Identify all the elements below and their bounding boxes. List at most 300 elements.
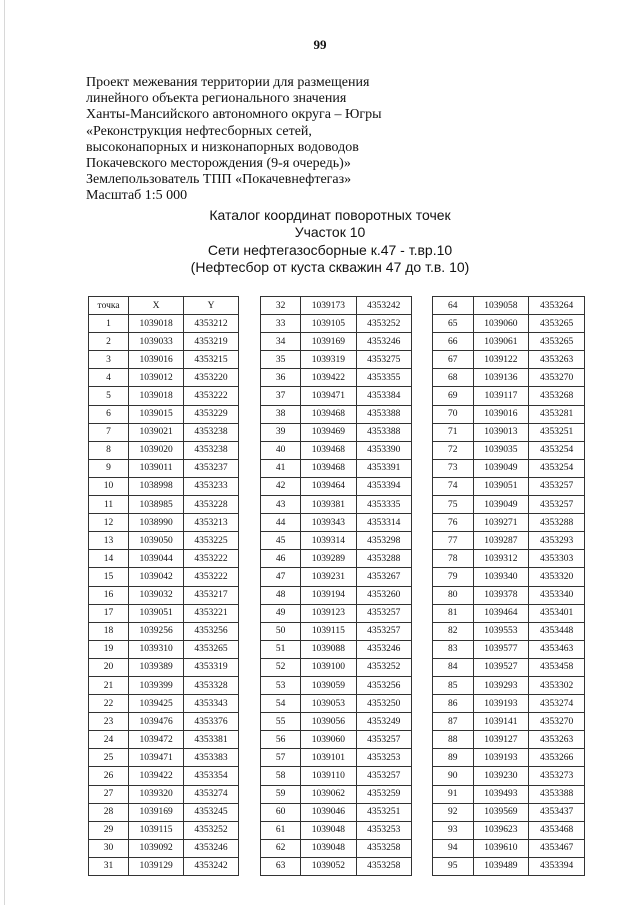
point-number-cell: 28 (89, 803, 129, 821)
table-row (89, 640, 239, 658)
x-coordinate-cell: 1039468 (301, 459, 356, 477)
table-row (261, 423, 412, 441)
point-number-cell: 30 (89, 839, 129, 857)
table-row (261, 297, 412, 315)
table-row (261, 676, 412, 694)
y-coordinate-cell: 4353390 (356, 441, 411, 459)
x-coordinate-cell: 1039032 (129, 586, 184, 604)
y-coordinate-cell: 4353222 (184, 550, 239, 568)
table-row (89, 550, 239, 568)
table-row (89, 568, 239, 586)
y-coordinate-cell: 4353245 (184, 803, 239, 821)
table-row (89, 839, 239, 857)
y-coordinate-cell: 4353251 (356, 803, 411, 821)
y-coordinate-cell: 4353263 (529, 351, 585, 369)
y-coordinate-cell: 4353252 (356, 315, 411, 333)
point-number-cell: 68 (433, 369, 474, 387)
x-coordinate-cell: 1039101 (301, 749, 356, 767)
y-coordinate-cell: 4353222 (184, 568, 239, 586)
x-coordinate-cell: 1039012 (129, 369, 184, 387)
point-number-cell: 26 (89, 767, 129, 785)
x-coordinate-cell: 1039378 (473, 586, 529, 604)
y-coordinate-cell: 4353303 (529, 550, 585, 568)
y-coordinate-cell: 4353228 (184, 496, 239, 514)
x-coordinate-cell: 1038985 (129, 496, 184, 514)
x-coordinate-cell: 1039062 (301, 785, 356, 803)
x-coordinate-cell: 1039105 (301, 315, 356, 333)
y-coordinate-cell: 4353355 (356, 369, 411, 387)
table-row (433, 333, 585, 351)
x-coordinate-cell: 1039088 (301, 640, 356, 658)
x-coordinate-cell: 1039468 (301, 441, 356, 459)
table-row (261, 658, 412, 676)
table-row (433, 477, 585, 495)
table-row (433, 423, 585, 441)
x-coordinate-cell: 1039115 (129, 821, 184, 839)
point-number-cell: 20 (89, 658, 129, 676)
table-row (261, 785, 412, 803)
y-coordinate-cell: 4353448 (529, 622, 585, 640)
y-coordinate-cell: 4353220 (184, 369, 239, 387)
x-coordinate-cell: 1039231 (301, 568, 356, 586)
point-number-cell: 69 (433, 387, 474, 405)
y-coordinate-cell: 4353384 (356, 387, 411, 405)
y-coordinate-cell: 4353394 (356, 477, 411, 495)
x-coordinate-cell: 1039289 (301, 550, 356, 568)
x-coordinate-cell: 1039060 (473, 315, 529, 333)
table-row (261, 441, 412, 459)
x-coordinate-cell: 1039312 (473, 550, 529, 568)
y-coordinate-cell: 4353275 (356, 351, 411, 369)
point-number-cell: 92 (433, 803, 474, 821)
y-coordinate-cell: 4353302 (529, 676, 585, 694)
point-number-cell: 65 (433, 315, 474, 333)
y-coordinate-cell: 4353274 (529, 695, 585, 713)
point-number-cell: 63 (261, 857, 301, 875)
point-number-cell: 11 (89, 496, 129, 514)
y-coordinate-cell: 4353257 (356, 622, 411, 640)
coordinates-table-3 (432, 296, 585, 876)
intro-line: линейного объекта регионального значения (86, 91, 347, 107)
x-coordinate-cell: 1039061 (473, 333, 529, 351)
point-number-cell: 23 (89, 713, 129, 731)
table-row (433, 640, 585, 658)
x-coordinate-cell: 1039127 (473, 731, 529, 749)
point-number-cell: 1 (89, 315, 129, 333)
point-number-cell: 2 (89, 333, 129, 351)
x-coordinate-cell: 1039117 (473, 387, 529, 405)
y-coordinate-cell: 4353267 (356, 568, 411, 586)
x-coordinate-cell: 1039464 (473, 604, 529, 622)
table-row (261, 477, 412, 495)
point-number-cell: 40 (261, 441, 301, 459)
point-number-cell: 6 (89, 405, 129, 423)
point-number-cell: 52 (261, 658, 301, 676)
y-coordinate-cell: 4353343 (184, 695, 239, 713)
y-coordinate-cell: 4353259 (356, 785, 411, 803)
point-number-cell: 45 (261, 532, 301, 550)
table-row (89, 803, 239, 821)
y-coordinate-cell: 4353298 (356, 532, 411, 550)
table-row (89, 604, 239, 622)
table-row (89, 405, 239, 423)
x-coordinate-cell: 1039046 (301, 803, 356, 821)
x-coordinate-cell: 1039173 (301, 297, 356, 315)
x-coordinate-cell: 1039035 (473, 441, 529, 459)
table-row (433, 622, 585, 640)
y-coordinate-cell: 4353233 (184, 477, 239, 495)
table-row (89, 315, 239, 333)
y-coordinate-cell: 4353266 (529, 749, 585, 767)
point-number-cell: 25 (89, 749, 129, 767)
point-number-cell: 95 (433, 857, 474, 875)
table-row (261, 713, 412, 731)
y-coordinate-cell: 4353293 (529, 532, 585, 550)
table-row (433, 459, 585, 477)
x-coordinate-cell: 1039049 (473, 496, 529, 514)
coordinates-table-1 (88, 296, 239, 876)
x-coordinate-cell: 1039256 (129, 622, 184, 640)
point-number-cell: 18 (89, 622, 129, 640)
y-coordinate-cell: 4353328 (184, 676, 239, 694)
y-coordinate-cell: 4353320 (529, 568, 585, 586)
table-row (89, 477, 239, 495)
y-coordinate-cell: 4353215 (184, 351, 239, 369)
point-number-cell: 14 (89, 550, 129, 568)
x-coordinate-cell: 1039051 (129, 604, 184, 622)
x-coordinate-cell: 1039048 (301, 821, 356, 839)
point-number-cell: 62 (261, 839, 301, 857)
point-number-cell: 15 (89, 568, 129, 586)
y-coordinate-cell: 4353263 (529, 731, 585, 749)
x-coordinate-cell: 1039048 (301, 839, 356, 857)
x-coordinate-cell: 1039553 (473, 622, 529, 640)
table-row (89, 622, 239, 640)
y-coordinate-cell: 4353254 (529, 441, 585, 459)
point-number-cell: 58 (261, 767, 301, 785)
x-coordinate-cell: 1039340 (473, 568, 529, 586)
x-coordinate-cell: 1039469 (301, 423, 356, 441)
table-row (89, 514, 239, 532)
project-description (86, 75, 382, 205)
table-row (433, 496, 585, 514)
point-number-cell: 74 (433, 477, 474, 495)
table-row (433, 713, 585, 731)
x-coordinate-cell: 1039129 (129, 857, 184, 875)
x-coordinate-cell: 1039623 (473, 821, 529, 839)
x-coordinate-cell: 1039472 (129, 731, 184, 749)
point-number-cell: 71 (433, 423, 474, 441)
y-coordinate-cell: 4353391 (356, 459, 411, 477)
x-coordinate-cell: 1039052 (301, 857, 356, 875)
table-row (261, 369, 412, 387)
table-row (89, 785, 239, 803)
x-coordinate-cell: 1039493 (473, 785, 529, 803)
y-coordinate-cell: 4353222 (184, 387, 239, 405)
x-coordinate-cell: 1039314 (301, 532, 356, 550)
y-coordinate-cell: 4353467 (529, 839, 585, 857)
x-coordinate-cell: 1039293 (473, 676, 529, 694)
y-coordinate-cell: 4353257 (356, 767, 411, 785)
x-coordinate-cell: 1039193 (473, 695, 529, 713)
table-row (433, 550, 585, 568)
table-row (433, 405, 585, 423)
heading-line: (Нефтесбор от куста скважин 47 до т.в. 10) (190, 258, 470, 275)
intro-line: Землепользователь ТПП «Покачевнефтегаз» (86, 172, 352, 188)
y-coordinate-cell: 4353249 (356, 713, 411, 731)
intro-line: Ханты-Мансийского автономного округа – Югры (86, 107, 382, 123)
table-row (433, 785, 585, 803)
x-coordinate-cell: 1039051 (473, 477, 529, 495)
point-number-cell: 67 (433, 351, 474, 369)
table-row (261, 622, 412, 640)
y-coordinate-cell: 4353238 (184, 423, 239, 441)
x-coordinate-cell: 1039476 (129, 713, 184, 731)
x-coordinate-cell: 1039271 (473, 514, 529, 532)
y-coordinate-cell: 4353254 (529, 459, 585, 477)
point-number-cell: 88 (433, 731, 474, 749)
table-row (433, 821, 585, 839)
point-number-cell: 89 (433, 749, 474, 767)
x-coordinate-cell: 1039425 (129, 695, 184, 713)
table-row (261, 839, 412, 857)
table-row (89, 351, 239, 369)
heading-line: Участок 10 (294, 224, 366, 241)
table-row (89, 423, 239, 441)
point-number-cell: 36 (261, 369, 301, 387)
point-number-cell: 90 (433, 767, 474, 785)
y-coordinate-cell: 4353394 (529, 857, 585, 875)
table-row (261, 532, 412, 550)
table-row (261, 459, 412, 477)
y-coordinate-cell: 4353246 (184, 839, 239, 857)
table-row (433, 568, 585, 586)
table-row (261, 767, 412, 785)
point-number-cell: 57 (261, 749, 301, 767)
x-coordinate-cell: 1039527 (473, 658, 529, 676)
heading-line: Каталог координат поворотных точек (209, 207, 451, 223)
x-coordinate-cell: 1039468 (301, 405, 356, 423)
y-coordinate-cell: 4353246 (356, 640, 411, 658)
x-coordinate-cell: 1039059 (301, 676, 356, 694)
point-number-cell: 79 (433, 568, 474, 586)
point-number-cell: 44 (261, 514, 301, 532)
table-row (261, 857, 412, 875)
point-number-cell: 42 (261, 477, 301, 495)
table-row (433, 297, 585, 315)
table-row (89, 749, 239, 767)
table-row (261, 333, 412, 351)
point-number-cell: 85 (433, 676, 474, 694)
y-coordinate-cell: 4353468 (529, 821, 585, 839)
point-number-cell: 72 (433, 441, 474, 459)
y-coordinate-cell: 4353463 (529, 640, 585, 658)
point-number-cell: 27 (89, 785, 129, 803)
heading-line: Сети нефтегазосборные к.47 - т.вр.10 (207, 241, 453, 258)
table-row (89, 713, 239, 731)
x-coordinate-cell: 1039169 (301, 333, 356, 351)
x-coordinate-cell: 1039015 (129, 405, 184, 423)
table-row (433, 351, 585, 369)
point-number-cell: 78 (433, 550, 474, 568)
point-number-cell: 82 (433, 622, 474, 640)
x-coordinate-cell: 1039123 (301, 604, 356, 622)
y-coordinate-cell: 4353242 (356, 297, 411, 315)
x-coordinate-cell: 1039381 (301, 496, 356, 514)
point-number-cell: 49 (261, 604, 301, 622)
y-coordinate-cell: 4353260 (356, 586, 411, 604)
point-number-cell: 34 (261, 333, 301, 351)
table-row (261, 731, 412, 749)
y-coordinate-cell: 4353250 (356, 695, 411, 713)
point-number-cell: 70 (433, 405, 474, 423)
y-coordinate-cell: 4353319 (184, 658, 239, 676)
y-coordinate-cell: 4353219 (184, 333, 239, 351)
x-coordinate-cell: 1039422 (301, 369, 356, 387)
point-number-cell: 77 (433, 532, 474, 550)
intro-line: Масштаб 1:5 000 (86, 188, 188, 204)
table-row (89, 676, 239, 694)
point-number-cell: 4 (89, 369, 129, 387)
x-coordinate-cell: 1039399 (129, 676, 184, 694)
point-number-cell: 76 (433, 514, 474, 532)
table-row (433, 803, 585, 821)
x-coordinate-cell: 1039018 (129, 387, 184, 405)
point-number-cell: 22 (89, 695, 129, 713)
x-coordinate-cell: 1039049 (473, 459, 529, 477)
point-number-cell: 29 (89, 821, 129, 839)
y-coordinate-cell: 4353388 (356, 423, 411, 441)
x-coordinate-cell: 1039110 (301, 767, 356, 785)
page-edge-line (4, 0, 5, 905)
point-number-cell: 60 (261, 803, 301, 821)
y-coordinate-cell: 4353458 (529, 658, 585, 676)
header-point: точка (89, 297, 129, 315)
x-coordinate-cell: 1039471 (129, 749, 184, 767)
x-coordinate-cell: 1039013 (473, 423, 529, 441)
table-row (89, 387, 239, 405)
y-coordinate-cell: 4353314 (356, 514, 411, 532)
point-number-cell: 81 (433, 604, 474, 622)
y-coordinate-cell: 4353217 (184, 586, 239, 604)
table-row (89, 695, 239, 713)
x-coordinate-cell: 1039056 (301, 713, 356, 731)
x-coordinate-cell: 1038998 (129, 477, 184, 495)
table-row (89, 767, 239, 785)
y-coordinate-cell: 4353257 (529, 496, 585, 514)
point-number-cell: 9 (89, 459, 129, 477)
table-row (433, 731, 585, 749)
point-number-cell: 8 (89, 441, 129, 459)
y-coordinate-cell: 4353237 (184, 459, 239, 477)
point-number-cell: 3 (89, 351, 129, 369)
table-row (89, 532, 239, 550)
y-coordinate-cell: 4353252 (356, 658, 411, 676)
y-coordinate-cell: 4353381 (184, 731, 239, 749)
x-coordinate-cell: 1039194 (301, 586, 356, 604)
x-coordinate-cell: 1039044 (129, 550, 184, 568)
point-number-cell: 56 (261, 731, 301, 749)
point-number-cell: 46 (261, 550, 301, 568)
point-number-cell: 39 (261, 423, 301, 441)
table-row (261, 387, 412, 405)
y-coordinate-cell: 4353388 (529, 785, 585, 803)
x-coordinate-cell: 1039287 (473, 532, 529, 550)
y-coordinate-cell: 4353253 (356, 821, 411, 839)
table-row (433, 586, 585, 604)
point-number-cell: 32 (261, 297, 301, 315)
intro-line: «Реконструкция нефтесборных сетей, (86, 123, 312, 139)
table-row (433, 857, 585, 875)
table-row (433, 749, 585, 767)
y-coordinate-cell: 4353256 (184, 622, 239, 640)
x-coordinate-cell: 1039042 (129, 568, 184, 586)
table-row (261, 315, 412, 333)
point-number-cell: 17 (89, 604, 129, 622)
y-coordinate-cell: 4353265 (529, 315, 585, 333)
x-coordinate-cell: 1039122 (473, 351, 529, 369)
point-number-cell: 86 (433, 695, 474, 713)
x-coordinate-cell: 1039060 (301, 731, 356, 749)
y-coordinate-cell: 4353265 (184, 640, 239, 658)
table-row (261, 821, 412, 839)
y-coordinate-cell: 4353288 (529, 514, 585, 532)
point-number-cell: 53 (261, 676, 301, 694)
point-number-cell: 5 (89, 387, 129, 405)
table-row (261, 803, 412, 821)
table-row (433, 767, 585, 785)
x-coordinate-cell: 1039050 (129, 532, 184, 550)
x-coordinate-cell: 1039610 (473, 839, 529, 857)
point-number-cell: 19 (89, 640, 129, 658)
header-y: Y (184, 297, 239, 315)
x-coordinate-cell: 1039016 (129, 351, 184, 369)
x-coordinate-cell: 1039011 (129, 459, 184, 477)
point-number-cell: 59 (261, 785, 301, 803)
y-coordinate-cell: 4353281 (529, 405, 585, 423)
catalog-heading (0, 207, 640, 276)
point-number-cell: 51 (261, 640, 301, 658)
intro-line: высоконапорных и низконапорных водоводов (86, 139, 359, 155)
table-header-row (89, 297, 239, 315)
point-number-cell: 91 (433, 785, 474, 803)
y-coordinate-cell: 4353258 (356, 857, 411, 875)
table-row (261, 586, 412, 604)
x-coordinate-cell: 1039020 (129, 441, 184, 459)
table-row (433, 676, 585, 694)
y-coordinate-cell: 4353383 (184, 749, 239, 767)
point-number-cell: 54 (261, 695, 301, 713)
table-row (433, 532, 585, 550)
x-coordinate-cell: 1039489 (473, 857, 529, 875)
y-coordinate-cell: 4353213 (184, 514, 239, 532)
point-number-cell: 55 (261, 713, 301, 731)
table-row (261, 749, 412, 767)
y-coordinate-cell: 4353265 (529, 333, 585, 351)
x-coordinate-cell: 1039389 (129, 658, 184, 676)
x-coordinate-cell: 1039115 (301, 622, 356, 640)
x-coordinate-cell: 1039343 (301, 514, 356, 532)
point-number-cell: 66 (433, 333, 474, 351)
point-number-cell: 7 (89, 423, 129, 441)
point-number-cell: 80 (433, 586, 474, 604)
y-coordinate-cell: 4353340 (529, 586, 585, 604)
point-number-cell: 48 (261, 586, 301, 604)
point-number-cell: 61 (261, 821, 301, 839)
y-coordinate-cell: 4353253 (356, 749, 411, 767)
table-row (433, 839, 585, 857)
point-number-cell: 31 (89, 857, 129, 875)
